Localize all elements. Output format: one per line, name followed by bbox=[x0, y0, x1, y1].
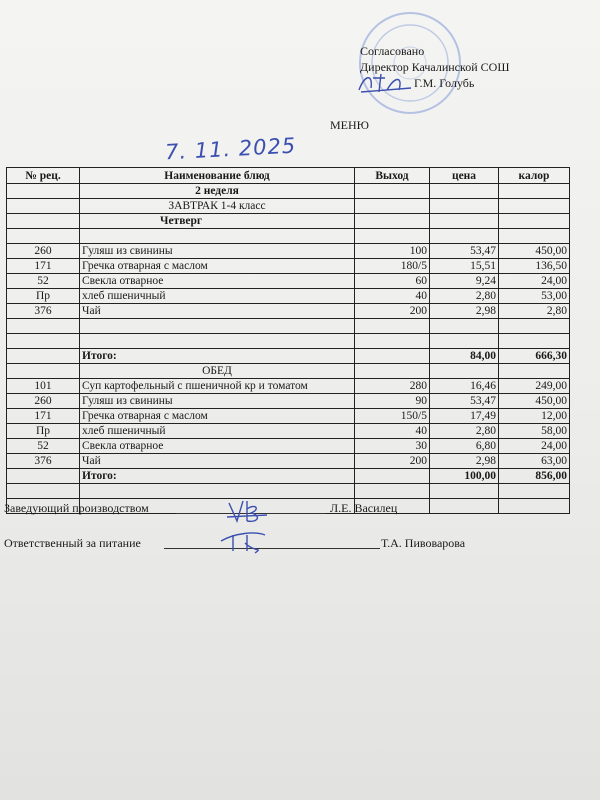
header-cal: калор bbox=[499, 168, 570, 184]
breakfast-total-price: 84,00 bbox=[430, 349, 499, 364]
lunch-total-label: Итого: bbox=[80, 469, 355, 484]
dish-name: Гречка отварная с маслом bbox=[80, 409, 355, 424]
dish-name: хлеб пшеничный bbox=[80, 424, 355, 439]
dish-name: Гуляш из свинины bbox=[80, 394, 355, 409]
price: 16,46 bbox=[430, 379, 499, 394]
table-row bbox=[7, 319, 570, 334]
responsible-role: Ответственный за питание bbox=[4, 536, 141, 550]
portion-yield: 40 bbox=[355, 424, 430, 439]
table-row bbox=[7, 484, 570, 499]
lunch-total-cal: 856,00 bbox=[499, 469, 570, 484]
price: 2,98 bbox=[430, 454, 499, 469]
dish-name: Гуляш из свинины bbox=[80, 244, 355, 259]
manager-role: Заведующий производством bbox=[4, 501, 149, 515]
table-row bbox=[7, 334, 570, 349]
table-row bbox=[7, 349, 570, 364]
portion-yield: 90 bbox=[355, 394, 430, 409]
recipe-number: Пр bbox=[7, 289, 80, 304]
lunch-rows bbox=[7, 379, 570, 469]
calories: 2,80 bbox=[499, 304, 570, 319]
dish-name: Свекла отварное bbox=[80, 439, 355, 454]
breakfast-total-cal: 666,30 bbox=[499, 349, 570, 364]
header-name: Наименование блюд bbox=[80, 168, 355, 184]
portion-yield: 150/5 bbox=[355, 409, 430, 424]
day-label: Четверг bbox=[80, 214, 355, 229]
dish-name: Чай bbox=[80, 454, 355, 469]
approval-line-1: Согласовано bbox=[360, 44, 425, 58]
table-row bbox=[7, 184, 570, 199]
portion-yield: 180/5 bbox=[355, 259, 430, 274]
recipe-number: 101 bbox=[7, 379, 80, 394]
page-title: МЕНЮ bbox=[330, 118, 369, 132]
recipe-number: 52 bbox=[7, 439, 80, 454]
recipe-number: 171 bbox=[7, 259, 80, 274]
portion-yield: 200 bbox=[355, 304, 430, 319]
responsible-signature bbox=[215, 527, 270, 555]
breakfast-total-label: Итого: bbox=[80, 349, 355, 364]
table-row bbox=[7, 409, 570, 424]
portion-yield: 200 bbox=[355, 454, 430, 469]
recipe-number: Пр bbox=[7, 424, 80, 439]
price: 2,80 bbox=[430, 424, 499, 439]
calories: 63,00 bbox=[499, 454, 570, 469]
recipe-number: 171 bbox=[7, 409, 80, 424]
header-price: цена bbox=[430, 168, 499, 184]
recipe-number: 260 bbox=[7, 394, 80, 409]
calories: 450,00 bbox=[499, 244, 570, 259]
calories: 24,00 bbox=[499, 274, 570, 289]
recipe-number: 260 bbox=[7, 244, 80, 259]
dish-name: хлеб пшеничный bbox=[80, 289, 355, 304]
manager-name: Л.Е. Василец bbox=[330, 501, 398, 515]
table-row bbox=[7, 304, 570, 319]
table-row bbox=[7, 289, 570, 304]
price: 2,80 bbox=[430, 289, 499, 304]
price: 15,51 bbox=[430, 259, 499, 274]
table-row bbox=[7, 199, 570, 214]
table-row bbox=[7, 424, 570, 439]
dish-name: Чай bbox=[80, 304, 355, 319]
portion-yield: 100 bbox=[355, 244, 430, 259]
week-label: 2 неделя bbox=[80, 184, 355, 199]
portion-yield: 60 bbox=[355, 274, 430, 289]
manager-signature bbox=[225, 495, 270, 527]
price: 9,24 bbox=[430, 274, 499, 289]
handwritten-date: 7. 11. 2025 bbox=[164, 133, 297, 165]
table-row bbox=[7, 469, 570, 484]
calories: 12,00 bbox=[499, 409, 570, 424]
portion-yield: 40 bbox=[355, 289, 430, 304]
table-row bbox=[7, 454, 570, 469]
table-row bbox=[7, 394, 570, 409]
lunch-total-price: 100,00 bbox=[430, 469, 499, 484]
price: 2,98 bbox=[430, 304, 499, 319]
price: 53,47 bbox=[430, 394, 499, 409]
calories: 53,00 bbox=[499, 289, 570, 304]
table-row bbox=[7, 229, 570, 244]
portion-yield: 280 bbox=[355, 379, 430, 394]
recipe-number: 376 bbox=[7, 454, 80, 469]
recipe-number: 376 bbox=[7, 304, 80, 319]
lunch-label: ОБЕД bbox=[80, 364, 355, 379]
calories: 58,00 bbox=[499, 424, 570, 439]
table-row bbox=[7, 379, 570, 394]
dish-name: Суп картофельный с пшеничной кр и томатом bbox=[80, 379, 355, 394]
responsible-name: Т.А. Пивоварова bbox=[381, 536, 466, 550]
calories: 249,00 bbox=[499, 379, 570, 394]
portion-yield: 30 bbox=[355, 439, 430, 454]
dish-name: Гречка отварная с маслом bbox=[80, 259, 355, 274]
table-row bbox=[7, 244, 570, 259]
approval-line-3: Г.М. Голубь bbox=[414, 76, 475, 90]
dish-name: Свекла отварное bbox=[80, 274, 355, 289]
director-signature bbox=[355, 70, 415, 96]
calories: 450,00 bbox=[499, 394, 570, 409]
price: 53,47 bbox=[430, 244, 499, 259]
breakfast-rows bbox=[7, 244, 570, 319]
calories: 136,50 bbox=[499, 259, 570, 274]
table-header-row bbox=[7, 168, 570, 184]
breakfast-label: ЗАВТРАК 1-4 класс bbox=[80, 199, 355, 214]
table-row bbox=[7, 214, 570, 229]
price: 6,80 bbox=[430, 439, 499, 454]
header-out: Выход bbox=[355, 168, 430, 184]
responsible-signature-line bbox=[164, 548, 380, 549]
table-row bbox=[7, 259, 570, 274]
calories: 24,00 bbox=[499, 439, 570, 454]
table-row bbox=[7, 364, 570, 379]
approval-line-2: Директор Качалинской СОШ bbox=[360, 60, 510, 74]
table-row bbox=[7, 439, 570, 454]
table-row bbox=[7, 274, 570, 289]
price: 17,49 bbox=[430, 409, 499, 424]
header-rec: № рец. bbox=[7, 168, 80, 184]
recipe-number: 52 bbox=[7, 274, 80, 289]
menu-table bbox=[6, 167, 570, 514]
